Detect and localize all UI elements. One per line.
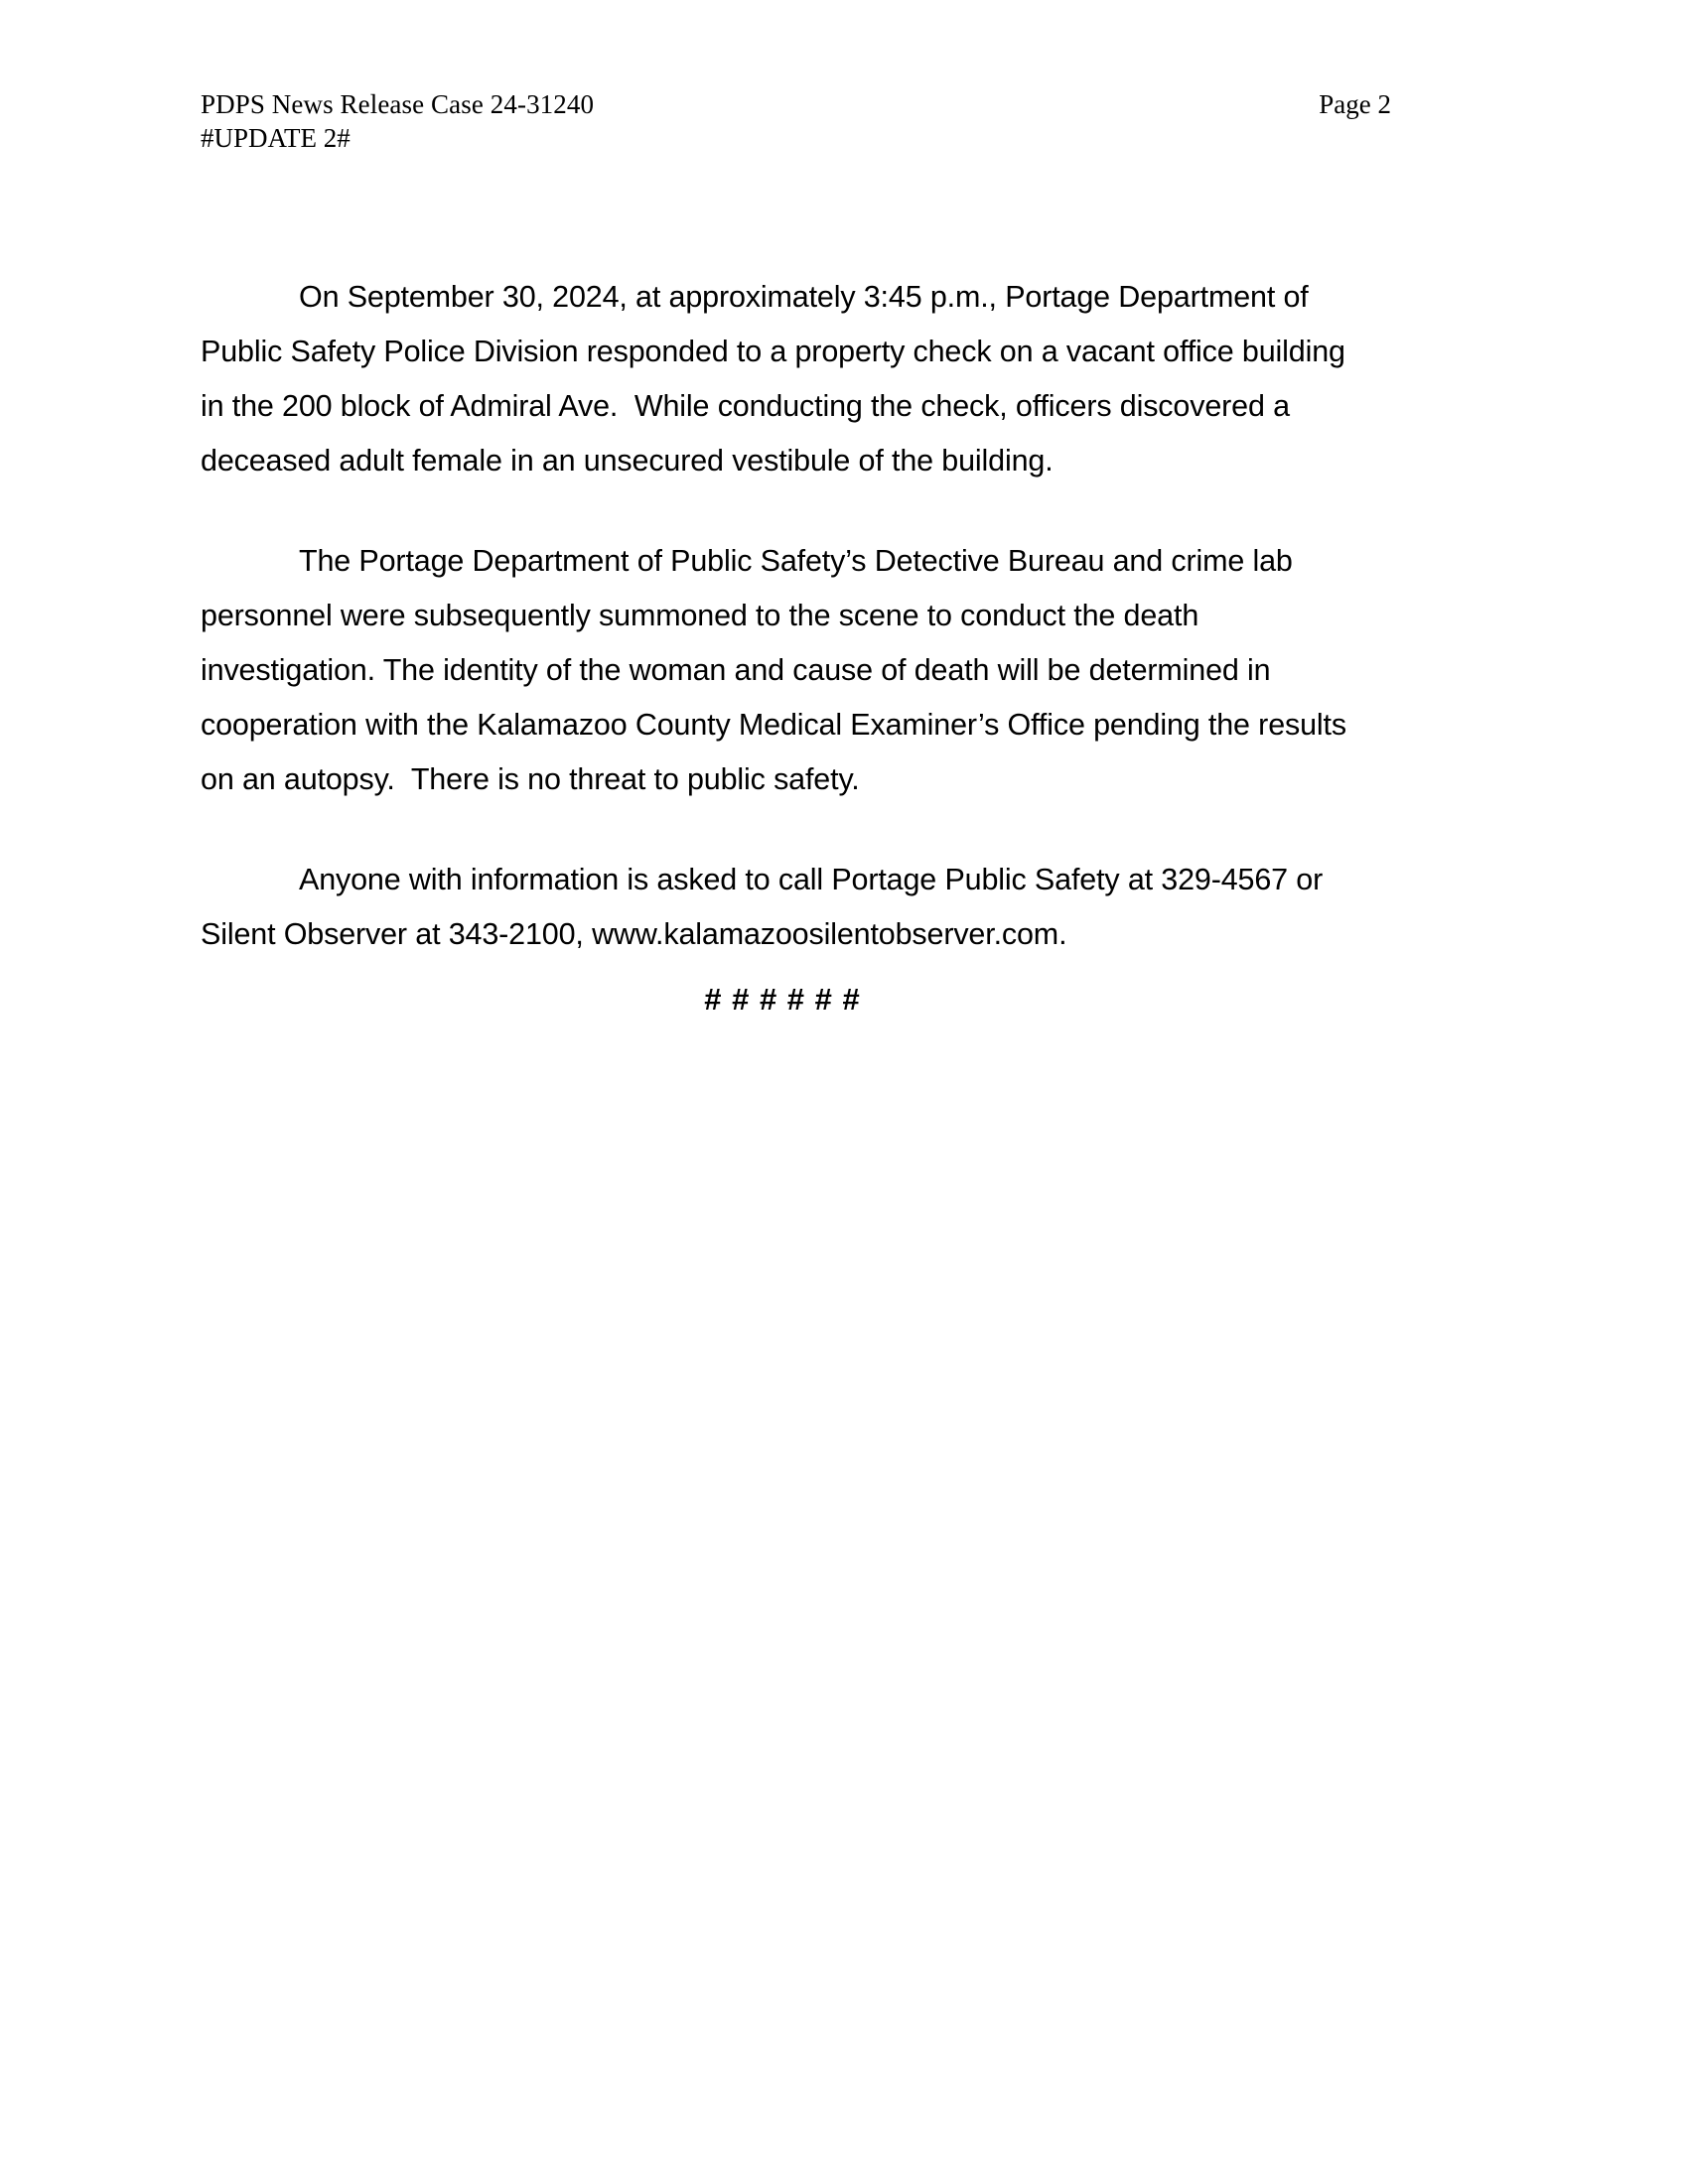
body-line: on an autopsy. There is no threat to public safety. — [201, 762, 860, 796]
body-line: in the 200 block of Admiral Ave. While conducting the check, officers discovered a — [201, 389, 1290, 423]
body-line: Silent Observer at 343-2100, www.kalamazoosilentobserver.com. — [201, 917, 1067, 951]
body-line: Anyone with information is asked to call Portage Public Safety at 329-4567 or — [299, 863, 1324, 896]
paragraph-investigation — [201, 534, 1481, 807]
body-line: personnel were subsequently summoned to the scene to conduct the death — [201, 599, 1199, 632]
end-of-release-marks: # # # # # # — [704, 982, 861, 1017]
paragraph-contact-info — [201, 853, 1481, 962]
header-row-primary — [201, 87, 1477, 121]
header-case-title: PDPS News Release Case 24-31240 — [201, 89, 595, 119]
body-line: The Portage Department of Public Safety’s Detective Bureau and crime lab — [299, 544, 1293, 578]
paragraph-incident-summary — [201, 270, 1481, 488]
body-line: investigation. The identity of the woman and cause of death will be determined in — [201, 653, 1271, 687]
body-line: cooperation with the Kalamazoo County Medical Examiner’s Office pending the results — [201, 708, 1346, 742]
document-body — [201, 270, 1481, 962]
closing-block — [201, 978, 1481, 1022]
body-line: On September 30, 2024, at approximately 3:45 p.m., Portage Department of — [299, 280, 1309, 314]
body-line: deceased adult female in an unsecured vestibule of the building. — [201, 444, 1054, 478]
header-update-label: #UPDATE 2# — [201, 123, 351, 153]
body-line: Public Safety Police Division responded to a property check on a vacant office building — [201, 335, 1345, 368]
header-page-number: Page 2 — [1319, 89, 1391, 119]
document-header — [201, 87, 1477, 155]
